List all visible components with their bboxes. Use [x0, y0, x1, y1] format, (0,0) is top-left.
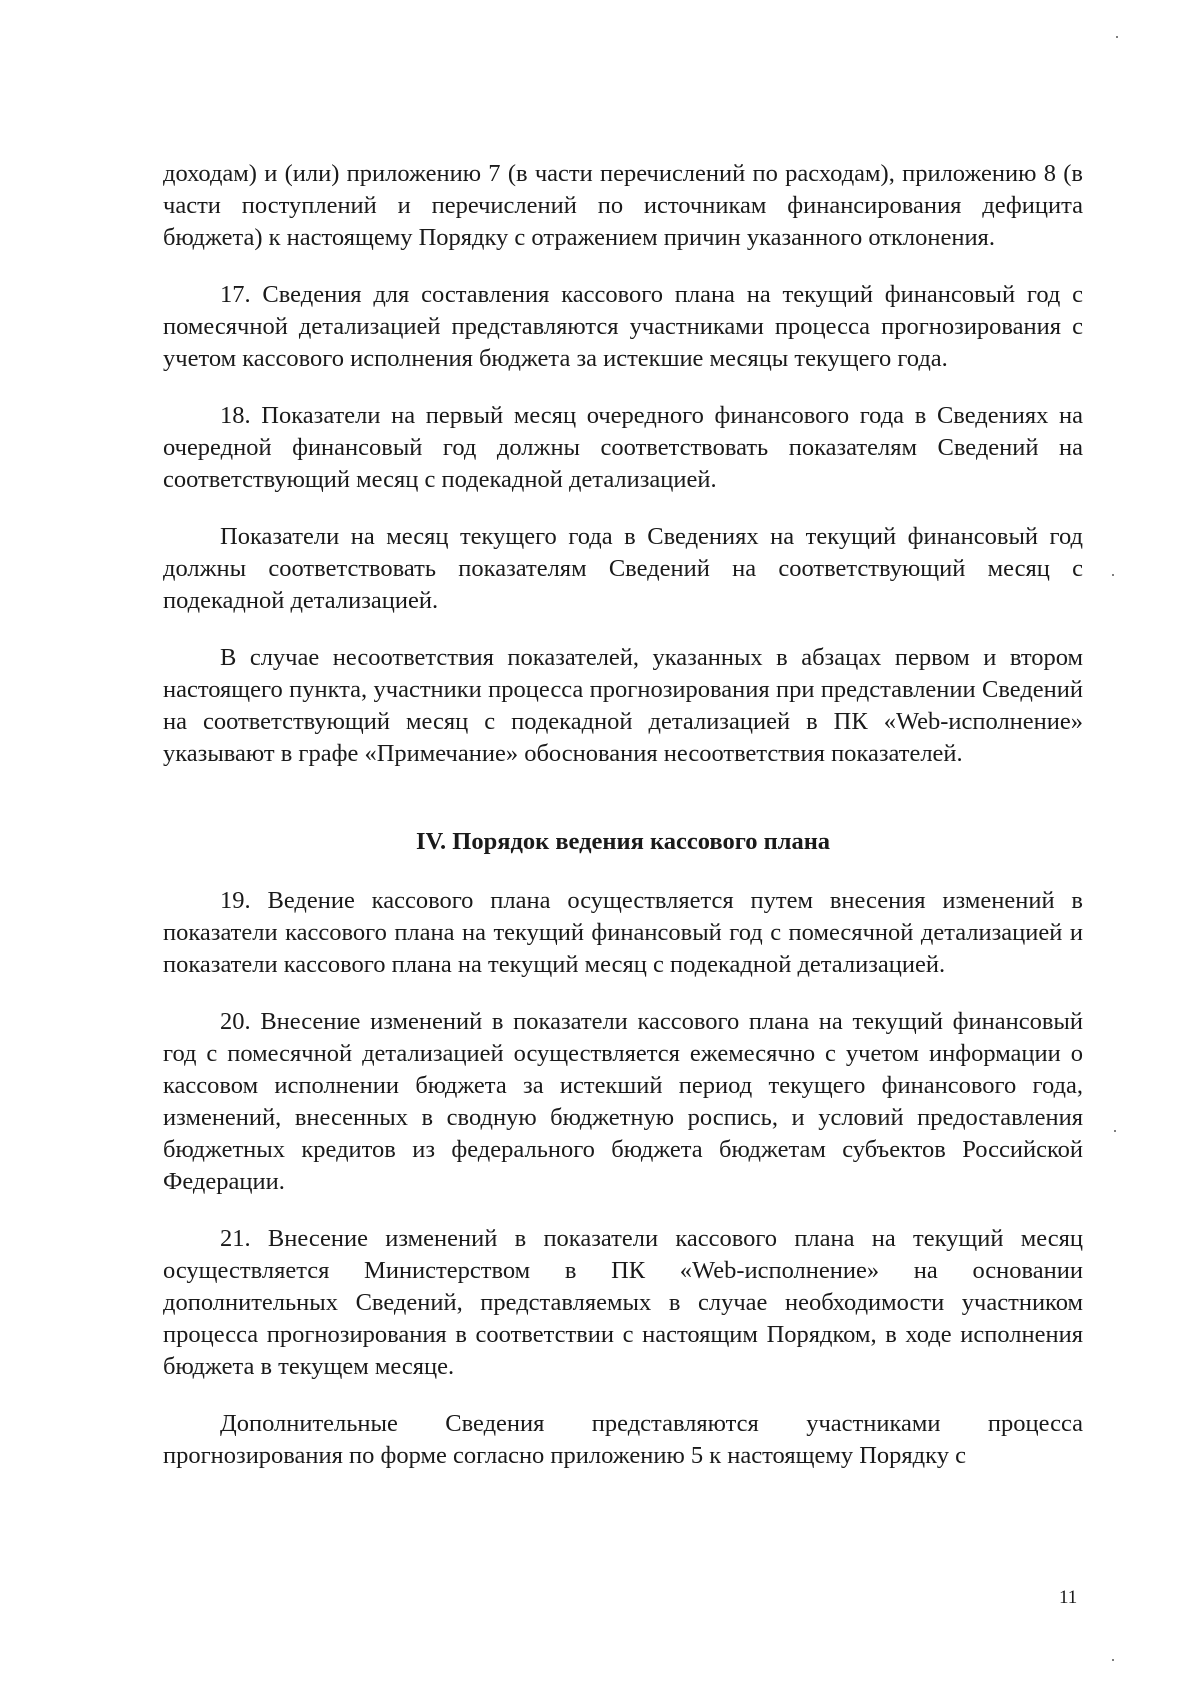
scan-speck	[1112, 1659, 1114, 1661]
paragraph-continuation: доходам) и (или) приложению 7 (в части перечислений по расходам), приложению 8 (в части поступлений и перечислений по источникам финансирования дефицита бюджета) к настоящему Порядку с отражением причин указанного отклонения.	[163, 160, 1083, 251]
paragraph-item-18-third: В случае несоответствия показателей, указанных в абзацах первом и втором настоящего пункта, участники процесса прогнозирования при представлении Сведений на соответствующий месяц с подекадной детализацией в ПК «Web-исполнение» указывают в графе «Примечание» обоснования несоответствия показателей.	[163, 644, 1083, 767]
paragraph-item-21-second: Дополнительные Сведения представляются участниками процесса прогнозирования по форме согласно приложению 5 к настоящему Порядку с	[163, 1410, 1083, 1469]
paragraph-item-18-second: Показатели на месяц текущего года в Сведениях на текущий финансовый год должны соответствовать показателям Сведений на соответствующий месяц с подекадной детализацией.	[163, 523, 1083, 614]
section-heading: IV. Порядок ведения кассового плана	[415, 828, 831, 855]
scan-speck	[1112, 574, 1114, 576]
paragraph-item-19: 19. Ведение кассового плана осуществляется путем внесения изменений в показатели кассового плана на текущий финансовый год с помесячной детализацией и показатели кассового плана на текущий месяц с подекадной детализацией.	[163, 887, 1083, 978]
paragraph-item-17: 17. Сведения для составления кассового плана на текущий финансовый год с помесячной детализацией представляются участниками процесса прогнозирования с учетом кассового исполнения бюджета за истекшие месяцы текущего года.	[163, 281, 1083, 372]
document-page	[163, 158, 1083, 1497]
paragraph-item-21: 21. Внесение изменений в показатели кассового плана на текущий месяц осуществляется Министерством в ПК «Web-исполнение» на основании дополнительных Сведений, представляемых в случае необходимости участником процесса прогнозирования в соответствии с настоящим Порядком, в ходе исполнения бюджета в текущем месяце.	[163, 1225, 1083, 1380]
paragraph-item-20: 20. Внесение изменений в показатели кассового плана на текущий финансовый год с помесячной детализацией осуществляется ежемесячно с учетом информации о кассовом исполнении бюджета за истекший период текущего финансового года, изменений, внесенных в сводную бюджетную роспись, и условий предоставления бюджетных кредитов из федерального бюджета бюджетам субъектов Российской Федерации.	[163, 1008, 1083, 1195]
scan-speck	[1116, 36, 1118, 38]
page-number: 11	[1059, 1587, 1078, 1608]
scan-speck	[1114, 1130, 1116, 1132]
paragraph-item-18: 18. Показатели на первый месяц очередного финансового года в Сведениях на очередной финансовый год должны соответствовать показателям Сведений на соответствующий месяц с подекадной детализацией.	[163, 402, 1083, 493]
